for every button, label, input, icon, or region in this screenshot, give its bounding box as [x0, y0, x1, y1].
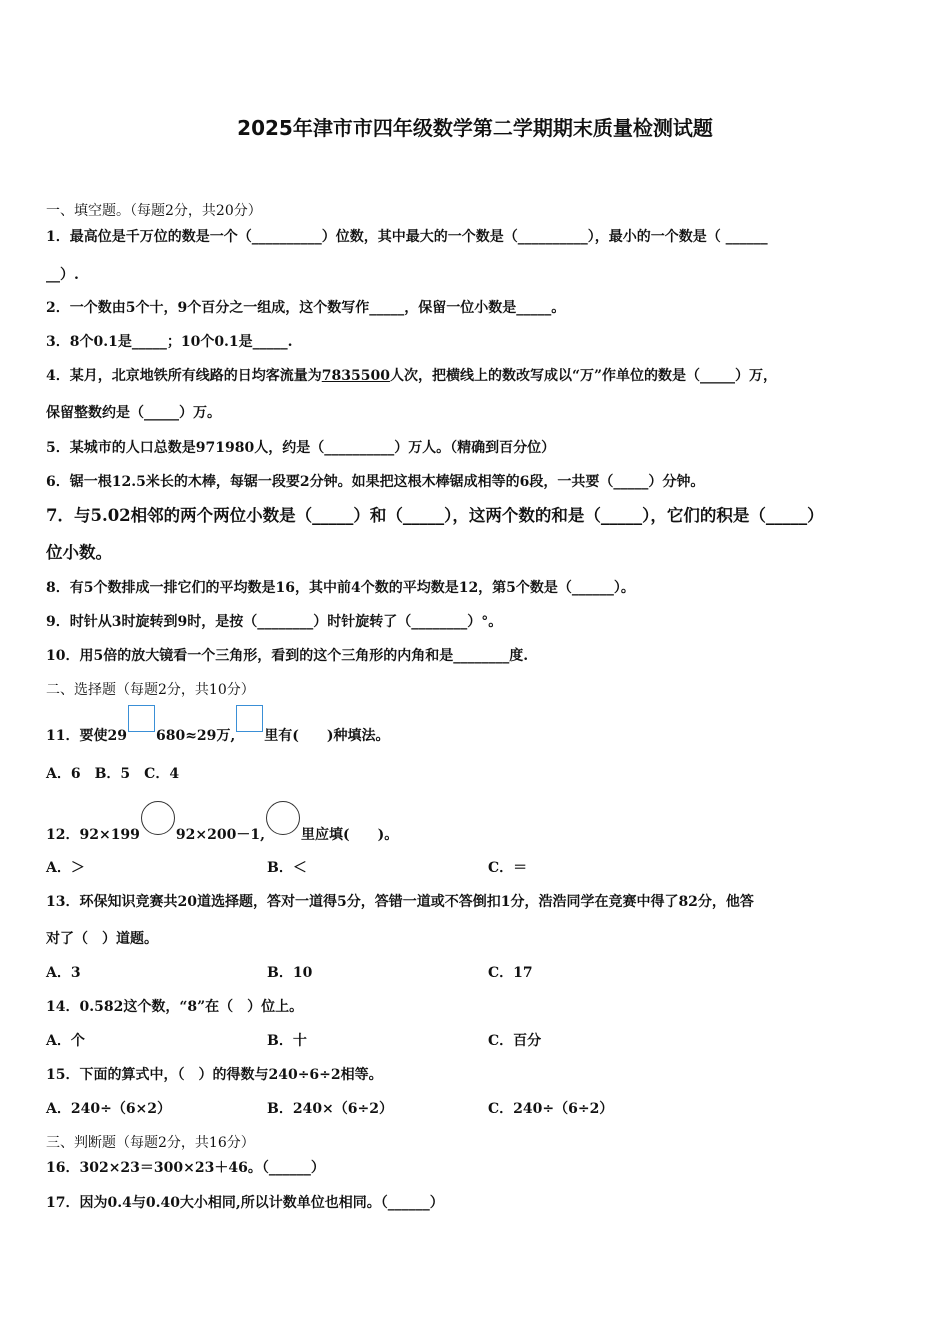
- blank-square-box: [128, 705, 155, 732]
- page-title: 2025年津市市四年级数学第二学期期末质量检测试题: [237, 116, 713, 140]
- question-11-options: A．6 B．5 C．4: [46, 766, 180, 782]
- question-7-line-2: 位小数。: [46, 543, 112, 562]
- question-15-option-c: C．240÷（6÷2）: [488, 1101, 614, 1117]
- question-4-prefix: 4．某月，北京地铁所有线路的日均客流量为: [46, 368, 322, 384]
- question-4-underlined-number: 7835500: [321, 368, 390, 384]
- question-13-option-a: A．3: [46, 965, 81, 981]
- question-6: 6．锯一根12.5米长的木棒，每锯一段要2分钟。如果把这根木棒锯成相等的6段，一共要（_____）分钟。: [46, 474, 705, 490]
- question-2: 2．一个数由5个十，9个百分之一组成，这个数写作_____，保留一位小数是_____。: [46, 300, 566, 316]
- question-13-option-b: B．10: [267, 965, 313, 981]
- question-11-suffix: 里有( )种填法。: [264, 728, 390, 744]
- question-15: 15．下面的算式中，（ ）的得数与240÷6÷2相等。: [46, 1067, 383, 1083]
- question-12-prefix: 12．92×199: [46, 827, 140, 843]
- question-4-line-2: 保留整数约是（_____）万。: [46, 405, 221, 421]
- question-5: 5．某城市的人口总数是971980人，约是（__________）万人。（精确到百分位）: [46, 440, 556, 456]
- question-13-option-c: C．17: [488, 965, 533, 981]
- question-9: 9．时针从3时旋转到9时，是按（________）时针旋转了（________）°。: [46, 614, 503, 630]
- question-12-middle: 92×200－1,: [175, 827, 265, 843]
- question-11: [46, 717, 390, 746]
- question-4-line-1: [46, 366, 777, 386]
- question-14: 14．0.582这个数，“8”在（ ）位上。: [46, 999, 304, 1015]
- question-12-option-a: A．＞: [46, 860, 85, 876]
- blank-circle: [141, 801, 175, 835]
- question-14-option-b: B．十: [267, 1033, 307, 1049]
- question-7-line-1: 7．与5.02相邻的两个两位小数是（_____）和（_____），这两个数的和是（_____），它们的积是（_____）: [46, 506, 824, 525]
- question-11-middle: 680≈29万,: [155, 728, 236, 744]
- question-3: 3．8个0.1是_____；10个0.1是_____.: [46, 334, 293, 350]
- question-10: 10．用5倍的放大镜看一个三角形，看到的这个三角形的内角和是________度.: [46, 648, 529, 664]
- section-choice: 二、选择题（每题2分，共10分）: [46, 682, 255, 698]
- question-16: 16．302×23＝300×23＋46。（______）: [46, 1160, 325, 1176]
- question-11-prefix: 11．要使29: [46, 728, 127, 744]
- question-12-suffix: 里应填( )。: [300, 827, 399, 843]
- question-1-line-1: 1．最高位是千万位的数是一个（__________）位数，其中最大的一个数是（__________），最小的一个数是（ ______: [46, 229, 768, 245]
- question-14-option-a: A．个: [46, 1033, 85, 1049]
- blank-square-box: [236, 705, 263, 732]
- question-12: [46, 811, 398, 845]
- question-12-option-c: C．＝: [488, 860, 528, 876]
- question-8: 8．有5个数排成一排它们的平均数是16，其中前4个数的平均数是12，第5个数是（______）。: [46, 580, 635, 596]
- question-4-suffix: 人次，把横线上的数改写成以“万”作单位的数是（_____）万，: [389, 368, 778, 384]
- question-13-line-2: 对了（ ）道题。: [46, 931, 158, 947]
- question-12-option-b: B．＜: [267, 860, 307, 876]
- section-fill-in: 一、填空题。（每题2分，共20分）: [46, 203, 262, 219]
- section-true-false: 三、判断题（每题2分，共16分）: [46, 1135, 255, 1151]
- question-15-option-b: B．240×（6÷2）: [267, 1101, 393, 1117]
- question-13-line-1: 13．环保知识竞赛共20道选择题，答对一道得5分，答错一道或不答倒扣1分，浩浩同学在竞赛中得了82分，他答: [46, 894, 754, 910]
- question-15-option-a: A．240÷（6×2）: [46, 1101, 172, 1117]
- question-17: 17．因为0.4与0.40大小相同,所以计数单位也相同。（______）: [46, 1195, 444, 1211]
- question-14-option-c: C．百分: [488, 1033, 542, 1049]
- question-1-line-2: __）.: [46, 267, 79, 283]
- blank-circle: [266, 801, 300, 835]
